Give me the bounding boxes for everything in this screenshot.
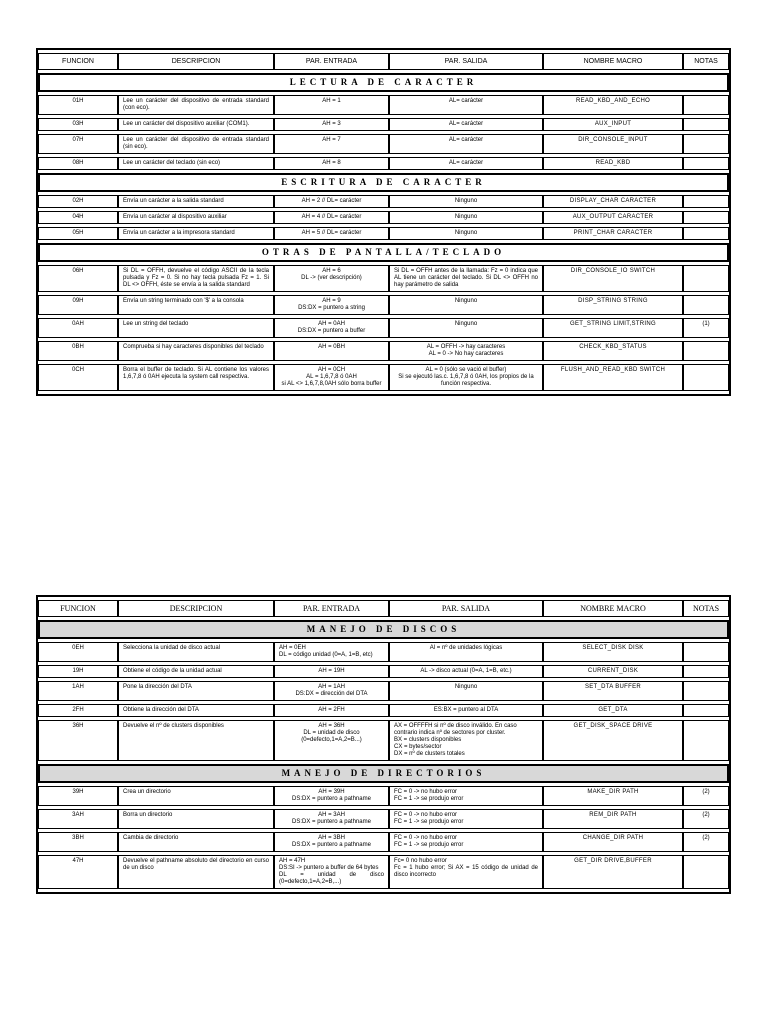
macro-name-cell: SELECT_DISK DISK (543, 642, 683, 662)
header-par-entrada: PAR. ENTRADA (274, 53, 389, 70)
notes-cell: (2) (683, 809, 729, 829)
table-row (38, 855, 729, 889)
table-row (38, 157, 729, 170)
notes-cell (683, 265, 729, 292)
function-code-cell: 0AH (38, 318, 118, 338)
description-cell: Lee un string del teclado (118, 318, 274, 338)
description-cell: Si DL = OFFH, devuelve el código ASCII de la tecla pulsada y Fz = 0. Si no hay tecla pulsada Fz = 1. Si DL <> OFFH, éste se envía a la salida standard (118, 265, 274, 292)
macro-name-cell: SET_DTA BUFFER (543, 681, 683, 701)
table-row (38, 95, 729, 115)
input-params-cell: AH = 5 // DL= carácter (274, 227, 389, 240)
notes-cell (683, 157, 729, 170)
output-params-cell: AX = OFFFFH si nº de disco inválido. En caso contrario indica nº de sectores por cluster. BX = clusters disponibles CX = bytes/sector DX = nº de clusters totales (389, 720, 543, 761)
section-header-row (38, 73, 729, 92)
notes-cell (683, 341, 729, 361)
header-notas: NOTAS (683, 600, 729, 617)
section-header-row (38, 764, 729, 783)
output-params-cell: AL= carácter (389, 95, 543, 115)
input-params-cell: AH = 3 (274, 118, 389, 131)
header-par-salida: PAR. SALIDA (389, 600, 543, 617)
output-params-cell: AL= carácter (389, 118, 543, 131)
input-params-cell: AH = 7 (274, 134, 389, 154)
notes-cell: (2) (683, 786, 729, 806)
header-nombre-macro: NOMBRE MACRO (543, 53, 683, 70)
macro-name-cell: CHECK_KBD_STATUS (543, 341, 683, 361)
table-row (38, 786, 729, 806)
description-cell: Pone la dirección del DTA (118, 681, 274, 701)
notes-cell (683, 704, 729, 717)
macro-name-cell: CHANGE_DIR PATH (543, 832, 683, 852)
output-params-cell: FC = 0 -> no hubo error FC = 1 -> se produjo error (389, 832, 543, 852)
description-cell: Comprueba si hay caracteres disponibles del teclado (118, 341, 274, 361)
macro-name-cell: READ_KBD (543, 157, 683, 170)
output-params-cell: AL -> disco actual (0=A, 1=B, etc.) (389, 665, 543, 678)
function-code-cell: 05H (38, 227, 118, 240)
macro-name-cell: GET_DIR DRIVE,BUFFER (543, 855, 683, 889)
output-params-cell: ES:BX = puntero al DTA (389, 704, 543, 717)
input-params-cell: AH = 2FH (274, 704, 389, 717)
section-header-row (38, 243, 729, 262)
function-code-cell: 3BH (38, 832, 118, 852)
input-params-cell: AH = 3BH DS:DX = puntero a pathname (274, 832, 389, 852)
output-params-cell: Ninguno (389, 318, 543, 338)
macro-name-cell: REM_DIR PATH (543, 809, 683, 829)
description-cell: Lee un carácter del dispositivo de entrada standard (sin eco). (118, 134, 274, 154)
table-body (38, 620, 729, 889)
macro-name-cell: GET_DISK_SPACE DRIVE (543, 720, 683, 761)
input-params-cell: AH = 0AH DS:DX = puntero a buffer (274, 318, 389, 338)
notes-cell (683, 665, 729, 678)
table-row (38, 134, 729, 154)
notes-cell (683, 134, 729, 154)
macro-name-cell: DIR_CONSOLE_IO SWITCH (543, 265, 683, 292)
output-params-cell: Si DL = OFFH antes de la llamada: Fz = 0 indica que AL tiene un carácter del teclado. Si DL <> OFFH no hay parámetro de salida (389, 265, 543, 292)
function-code-cell: 1AH (38, 681, 118, 701)
input-params-cell: AH = 3AH DS:DX = puntero a pathname (274, 809, 389, 829)
table-row (38, 832, 729, 852)
notes-cell: (1) (683, 318, 729, 338)
table-row (38, 295, 729, 315)
table-dos-functions-screen-keyboard (36, 48, 731, 396)
section-title: MANEJO DE DISCOS (38, 620, 729, 639)
section-header-row (38, 173, 729, 192)
macro-name-cell: DISP_STRING STRING (543, 295, 683, 315)
header-notas: NOTAS (683, 53, 729, 70)
notes-cell (683, 211, 729, 224)
function-code-cell: 2FH (38, 704, 118, 717)
table-row (38, 341, 729, 361)
output-params-cell: FC = 0 -> no hubo error FC = 1 -> se produjo error (389, 809, 543, 829)
notes-cell (683, 720, 729, 761)
section-title: OTRAS DE PANTALLA/TECLADO (38, 243, 729, 262)
notes-cell (683, 681, 729, 701)
input-params-cell: AH = 19H (274, 665, 389, 678)
section-title: ESCRITURA DE CARACTER (38, 173, 729, 192)
notes-cell (683, 295, 729, 315)
input-params-cell: AH = 0EH DL = código unidad (0=A, 1=B, etc) (274, 642, 389, 662)
table-row (38, 195, 729, 208)
table-header (38, 53, 729, 70)
output-params-cell: Ninguno (389, 211, 543, 224)
description-cell: Envía un carácter a la salida standard (118, 195, 274, 208)
macro-name-cell: AUX_INPUT (543, 118, 683, 131)
function-code-cell: 39H (38, 786, 118, 806)
macro-name-cell: FLUSH_AND_READ_KBD SWITCH (543, 364, 683, 391)
header-funcion: FUNCION (38, 53, 118, 70)
header-funcion: FUNCION (38, 600, 118, 617)
macro-name-cell: READ_KBD_AND_ECHO (543, 95, 683, 115)
description-cell: Devuelve el nº de clusters disponibles (118, 720, 274, 761)
input-params-cell: AH = 0BH (274, 341, 389, 361)
table-row (38, 118, 729, 131)
description-cell: Envía un carácter al dispositivo auxiliar (118, 211, 274, 224)
table-row (38, 720, 729, 761)
input-params-cell: AH = 4 // DL= carácter (274, 211, 389, 224)
description-cell: Envía un string terminado con '$' a la consola (118, 295, 274, 315)
table-row (38, 318, 729, 338)
description-cell: Lee un carácter del teclado (sin eco) (118, 157, 274, 170)
input-params-cell: AH = 36H DL = unidad de disco (0=defecto,1=A,2=B...) (274, 720, 389, 761)
output-params-cell: AL = OFFH -> hay caracteres AL = 0 -> No hay caracteres (389, 341, 543, 361)
function-code-cell: 02H (38, 195, 118, 208)
table-row (38, 704, 729, 717)
macro-name-cell: MAKE_DIR PATH (543, 786, 683, 806)
function-code-cell: 03H (38, 118, 118, 131)
function-code-cell: 04H (38, 211, 118, 224)
output-params-cell: FC = 0 -> no hubo error FC = 1 -> se produjo error (389, 786, 543, 806)
function-code-cell: 08H (38, 157, 118, 170)
description-cell: Envía un carácter a la impresora standard (118, 227, 274, 240)
notes-cell (683, 364, 729, 391)
description-cell: Selecciona la unidad de disco actual (118, 642, 274, 662)
table-row (38, 227, 729, 240)
section-title: LECTURA DE CARACTER (38, 73, 729, 92)
output-params-cell: Al = nº de unidades lógicas (389, 642, 543, 662)
output-params-cell: AL= carácter (389, 157, 543, 170)
function-code-cell: 3AH (38, 809, 118, 829)
notes-cell (683, 855, 729, 889)
output-params-cell: AL = 0 (sólo se vació el buffer) Si se ejecutó las.c. 1,6,7,8 ó 0AH, los propios de la función respectiva. (389, 364, 543, 391)
input-params-cell: AH = 6 DL -> (ver descripción) (274, 265, 389, 292)
description-cell: Cambia de directorio (118, 832, 274, 852)
notes-cell: (2) (683, 832, 729, 852)
input-params-cell: AH = 1AH DS:DX = dirección del DTA (274, 681, 389, 701)
macro-name-cell: DIR_CONSOLE_INPUT (543, 134, 683, 154)
description-cell: Lee un carácter del dispositivo auxiliar (COM1). (118, 118, 274, 131)
header-descripcion: DESCRIPCION (118, 600, 274, 617)
macro-name-cell: GET_DTA (543, 704, 683, 717)
table-row (38, 211, 729, 224)
description-cell: Lee un carácter del dispositivo de entrada standard (con eco). (118, 95, 274, 115)
function-code-cell: 07H (38, 134, 118, 154)
function-code-cell: 01H (38, 95, 118, 115)
table-body (38, 73, 729, 391)
header-descripcion: DESCRIPCION (118, 53, 274, 70)
table-row (38, 681, 729, 701)
function-code-cell: 09H (38, 295, 118, 315)
function-code-cell: 0EH (38, 642, 118, 662)
table-row (38, 809, 729, 829)
notes-cell (683, 195, 729, 208)
notes-cell (683, 95, 729, 115)
macro-name-cell: AUX_OUTPUT CARACTER (543, 211, 683, 224)
notes-cell (683, 227, 729, 240)
function-code-cell: 0BH (38, 341, 118, 361)
output-params-cell: Ninguno (389, 227, 543, 240)
output-params-cell: Ninguno (389, 295, 543, 315)
table-row (38, 642, 729, 662)
notes-cell (683, 118, 729, 131)
description-cell: Borra un directorio (118, 809, 274, 829)
table-header (38, 600, 729, 617)
output-params-cell: Ninguno (389, 195, 543, 208)
description-cell: Devuelve el pathname absoluto del directorio en curso de un disco (118, 855, 274, 889)
notes-cell (683, 642, 729, 662)
function-code-cell: 47H (38, 855, 118, 889)
description-cell: Crea un directorio (118, 786, 274, 806)
macro-name-cell: CURRENT_DISK (543, 665, 683, 678)
output-params-cell: Ninguno (389, 681, 543, 701)
input-params-cell: AH = 1 (274, 95, 389, 115)
header-par-salida: PAR. SALIDA (389, 53, 543, 70)
macro-name-cell: PRINT_CHAR CARACTER (543, 227, 683, 240)
description-cell: Obtiene la dirección del DTA (118, 704, 274, 717)
description-cell: Borra el buffer de teclado. Si AL contiene los valores 1,6,7,8 ó 0AH ejecuta la system call respectiva. (118, 364, 274, 391)
table-row (38, 265, 729, 292)
section-title: MANEJO DE DIRECTORIOS (38, 764, 729, 783)
output-params-cell: Fc= 0 no hubo error Fc = 1 hubo error; Si AX = 15 código de unidad de disco incorrecto (389, 855, 543, 889)
function-code-cell: 36H (38, 720, 118, 761)
input-params-cell: AH = 47H DS:SI -> puntero a buffer de 64 bytes DL = unidad de disco (0=defecto,1=A,2=B,...) (274, 855, 389, 889)
section-header-row (38, 620, 729, 639)
input-params-cell: AH = 9 DS:DX = puntero a string (274, 295, 389, 315)
input-params-cell: AH = 2 // DL= carácter (274, 195, 389, 208)
table-row (38, 364, 729, 391)
header-nombre-macro: NOMBRE MACRO (543, 600, 683, 617)
table-row (38, 665, 729, 678)
function-code-cell: 06H (38, 265, 118, 292)
output-params-cell: AL= carácter (389, 134, 543, 154)
macro-name-cell: GET_STRING LIMIT,STRING (543, 318, 683, 338)
function-code-cell: 0CH (38, 364, 118, 391)
header-par-entrada: PAR. ENTRADA (274, 600, 389, 617)
input-params-cell: AH = 39H DS:DX = puntero a pathname (274, 786, 389, 806)
table-dos-functions-disks-directories (36, 595, 731, 894)
function-code-cell: 19H (38, 665, 118, 678)
macro-name-cell: DISPLAY_CHAR CARACTER (543, 195, 683, 208)
description-cell: Obtiene el código de la unidad actual (118, 665, 274, 678)
input-params-cell: AH = 8 (274, 157, 389, 170)
input-params-cell: AH = 0CH AL = 1,6,7,8 ó 0AH si AL <> 1,6,7,8,0AH sólo borra buffer (274, 364, 389, 391)
